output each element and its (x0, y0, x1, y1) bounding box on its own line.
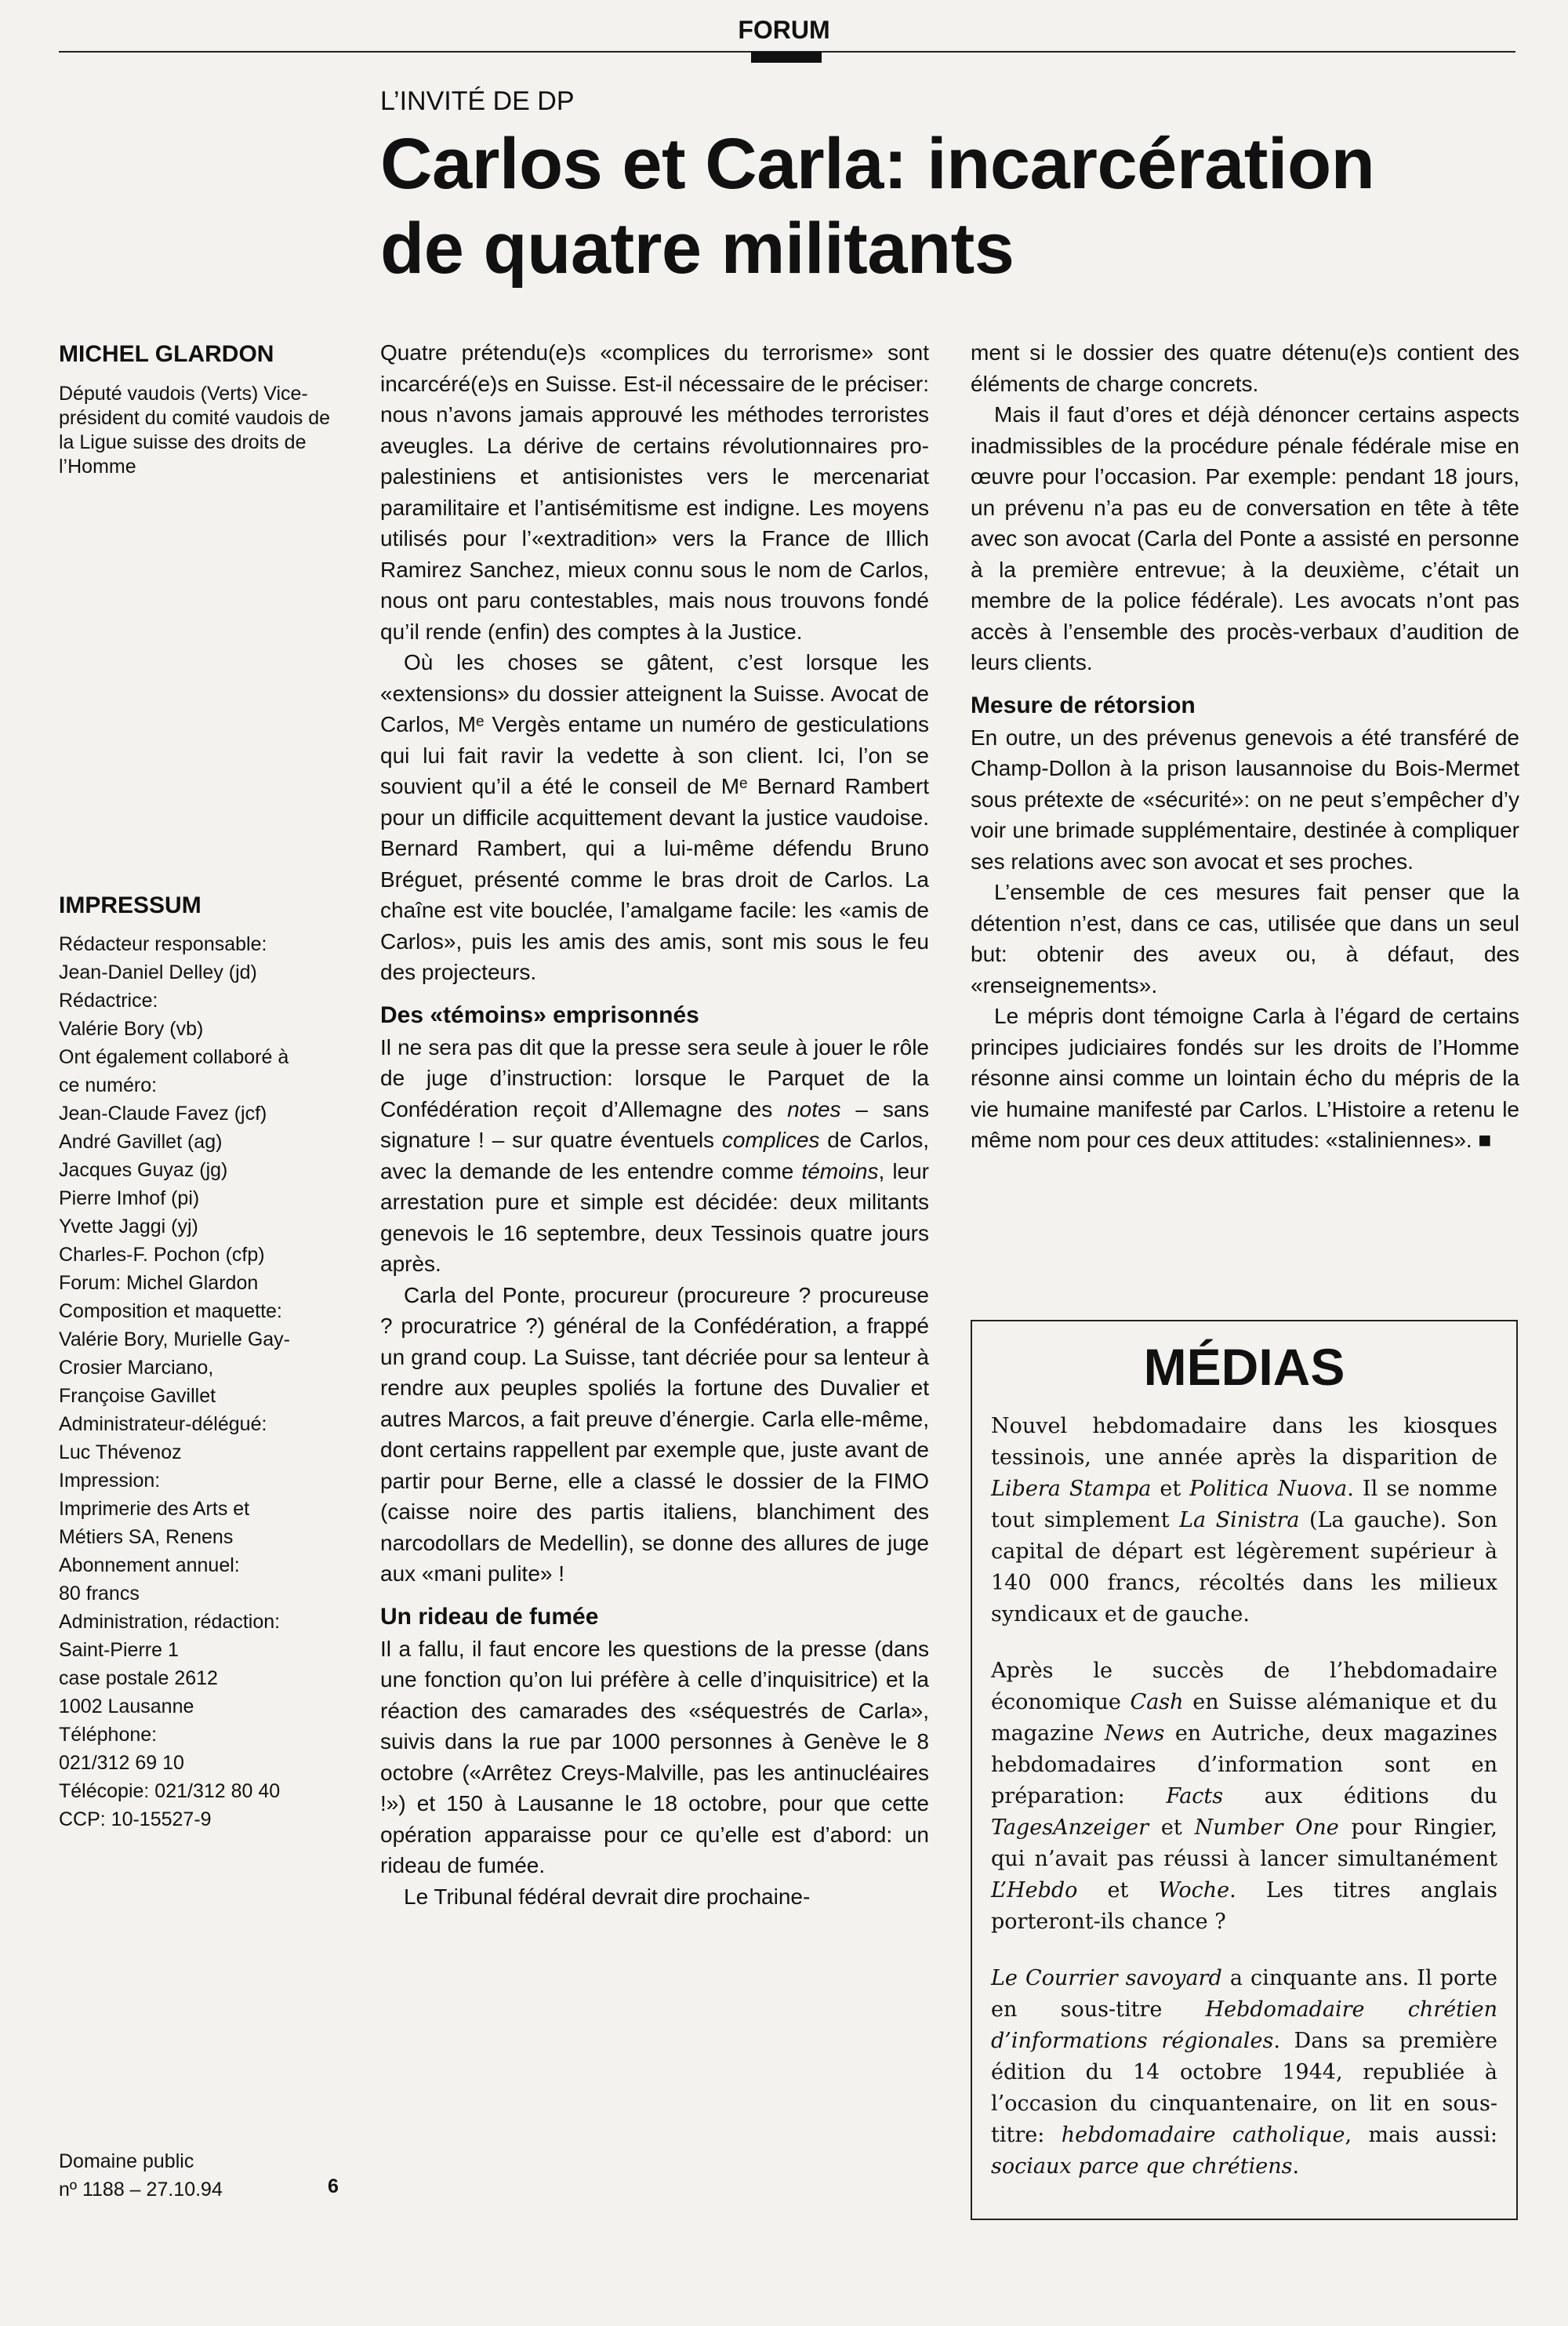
paragraph: Carla del Ponte, procureur (procureure ? procureuse ? procuratrice ?) général de la Confédération, a frappé un grand coup. La Suisse, tant décriée pour sa lenteur à rendre aux peuples spoliés la fortune des Duvalier et autres Marcos, a fait preuve d’énergie. Carla elle-même, dont certains rappellent par exemple que, juste avant de partir pour Berne, elle a classé le dossier de la FIMO (caisse noire des partis italiens, blanchiment des narcodollars de Medellin), se donne des allures de juge aux «mani pulite» ! (380, 1282, 929, 1586)
impressum-line: Impression: (59, 1470, 161, 1492)
impressum-line: Valérie Bory (vb) (59, 1018, 204, 1040)
impressum-line: 1002 Lausanne (59, 1695, 194, 1717)
impressum-line: Françoise Gavillet (59, 1385, 216, 1407)
impressum-line: Métiers SA, Renens (59, 1526, 234, 1548)
impressum-line: Administration, rédaction: (59, 1611, 281, 1633)
paragraph: Où les choses se gâtent, c’est lorsque les «extensions» du dossier atteignent la Suisse. Avocat de Carlos, Mᵉ Vergès entame un numéro de gesticulations qui lui fait ravir la vedette à son client. Ici, l’on se souvient qu’il a été le conseil de Mᵉ Bernard Rambert pour un difficile acquittement devant la justice vaudoise. Bernard Rambert, qui a lui-même défendu Bruno Bréguet, présenté comme le bras droit de Carlos. La chaîne est vite bouclée, l’amalgame facile: les «amis de Carlos», puis les amis des amis, sont mis sous le feu des projecteurs. (380, 650, 929, 984)
header-rule-tab (751, 52, 822, 63)
subheading: Des «témoins» emprisonnés (380, 1001, 699, 1028)
paragraph: L’ensemble de ces mesures fait penser que la détention n’est, dans ce cas, utilisée que dans un seul but: obtenir des aveux ou, à défaut, des «renseignements». (971, 880, 1519, 998)
medias-paragraph: Nouvel hebdomadaire dans les kiosques tessinois, une année après la disparition de Libera Stampa et Politica Nuova. Il se nomme tout simplement La Sinistra (La gauche). Son capital de départ est légèrement supérieur à 140 000 francs, récoltés dans les milieux syndicaux et de gauche. (991, 1414, 1497, 1626)
impressum-line: Jean-Daniel Delley (jd) (59, 961, 257, 983)
publication-footer (59, 2147, 341, 2204)
medias-box (971, 1320, 1518, 2220)
impressum-line: Yvette Jaggi (yj) (59, 1216, 198, 1238)
medias-paragraph: Après le succès de l’hebdomadaire économique Cash en Suisse alémanique et du magazine News en Autriche, deux magazines hebdomadaires d’information sont en préparation: Facts aux éditions du TagesAnzeiger et Number One pour Ringier, qui n’avait pas réussi à lancer simultanément L’Hebdo et Woche. Les titres anglais porteront-ils chance ? (991, 1659, 1498, 1934)
paragraph: Il ne sera pas dit que la presse sera seule à jouer le rôle de juge d’instruction: lorsque le Parquet de la Confédération reçoit d’Allemagne des notes – sans signature ! – sur quatre éventuels complices de Carlos, avec la demande de les entendre comme témoins, leur arrestation pure et simple est décidée: deux militants genevois le 16 septembre, deux Tessinois quatre jours après. (380, 1034, 930, 1276)
page-number: 6 (328, 2175, 339, 2197)
impressum-line: Jean-Claude Favez (jcf) (59, 1103, 267, 1125)
impressum-line: Luc Thévenoz (59, 1441, 182, 1463)
impressum-line: Imprimerie des Arts et (59, 1498, 250, 1520)
impressum-line: Composition et maquette: (59, 1300, 282, 1322)
subheading: Un rideau de fumée (380, 1603, 599, 1630)
issue-number: nº 1188 – 27.10.94 (59, 2179, 223, 2201)
impressum-line: Téléphone: (59, 1724, 158, 1746)
impressum-line: Valérie Bory, Murielle Gay- (59, 1328, 290, 1350)
paragraph: Il a fallu, il faut encore les questions de la presse (dans une fonction qu’on lui préfère à celle d’inquisitrice) et la réaction des camarades des «séquestrés de Carla», suivis dans la rue par 1000 personnes à Genève le 8 octobre («Arrêtez Creys-Malville, pas les antinucléaires !») et 150 à Lausanne le 18 octobre, pour que cette opération apparaisse pour ce qu’elle est d’abord: un rideau de fumée. (380, 1636, 929, 1877)
impressum-line: ce numéro: (59, 1074, 158, 1096)
impressum-line: 80 francs (59, 1583, 140, 1605)
author-name: MICHEL GLARDON (59, 341, 274, 367)
impressum-line: Saint-Pierre 1 (59, 1639, 179, 1661)
medias-paragraph: Le Courrier savoyard a cinquante ans. Il porte en sous-titre Hebdomadaire chrétien d’informations régionales. Dans sa première édition du 14 octobre 1944, republiée à l’occasion du cinquantenaire, on lit en sous-titre: hebdomadaire catholique, mais aussi: sociaux parce que chrétiens. (991, 1966, 1498, 2179)
author-block (59, 341, 341, 479)
article-column-1 (380, 337, 929, 1912)
impressum-title: IMPRESSUM (59, 892, 201, 918)
impressum-line: Administrateur-délégué: (59, 1413, 267, 1435)
article-column-2 (971, 337, 1519, 1156)
publication-name: Domaine public (59, 2150, 194, 2172)
paragraph: Le Tribunal fédéral devrait dire prochaine- (404, 1884, 811, 1909)
article-headline: Carlos et Carla: incarcération de quatre militants (380, 124, 1375, 289)
medias-title: MÉDIAS (1143, 1338, 1345, 1396)
paragraph: Le mépris dont témoigne Carla à l’égard de certains principes judiciaires fondés sur les droits de l’Homme résonne ainsi comme un lointain écho du mépris de la vie humaine manifesté par Carlos. L’Histoire a retenu le même nom pour ces deux attitudes: «staliniennes». ■ (971, 1004, 1519, 1152)
impressum-line: Abonnement annuel: (59, 1554, 240, 1576)
impressum-line: Pierre Imhof (pi) (59, 1187, 200, 1209)
impressum-line: Ont également collaboré à (59, 1046, 289, 1068)
impressum-line: CCP: 10-15527-9 (59, 1808, 212, 1830)
paragraph: ment si le dossier des quatre détenu(e)s contient des éléments de charge concrets. (971, 340, 1519, 396)
impressum-line: Jacques Guyaz (jg) (59, 1159, 228, 1181)
paragraph: Mais il faut d’ores et déjà dénoncer certains aspects inadmissibles de la procédure pénale fédérale mise en œuvre pour l’occasion. Par exemple: pendant 18 jours, un prévenu n’a pas eu de conversation en tête à tête avec son avocat (Carla del Ponte a assisté en personne à la première entrevue; à la deuxième, c’était un membre de la police fédérale). Les avocats n’ont pas accès à l’ensemble des procès-verbaux d’audition de leurs clients. (971, 402, 1519, 674)
article-kicker: L’INVITÉ DE DP (380, 86, 575, 116)
impressum-block (59, 892, 341, 1834)
paragraph: Quatre prétendu(e)s «complices du terrorisme» sont incarcéré(e)s en Suisse. Est-il nécessaire de le préciser: nous n’avons jamais approuvé les méthodes terroristes aveugles. La dérive de certains révolutionnaires pro-palestiniens et antisionistes vers le mercenariat paramilitaire et l’antisémitisme est indigne. Les moyens utilisés pour l’«extradition» vers la France de Illich Ramirez Sanchez, mieux connu sous le nom de Carlos, nous ont paru contestables, mais nous trouvons fondé qu’il rende (enfin) des comptes à la Justice. (380, 340, 929, 644)
impressum-line: case postale 2612 (59, 1667, 218, 1689)
impressum-line: Rédacteur responsable: (59, 933, 267, 955)
impressum-line: Crosier Marciano, (59, 1357, 214, 1379)
impressum-line: Charles-F. Pochon (cfp) (59, 1244, 265, 1266)
paragraph: En outre, un des prévenus genevois a été transféré de Champ-Dollon à la prison lausannoise du Bois-Mermet sous prétexte de «sécurité»: on ne peut s’empêcher d’y voir une brimade supplémentaire, destinée à compliquer ses relations avec son avocat et ses proches. (971, 725, 1519, 874)
subheading: Mesure de rétorsion (971, 692, 1196, 718)
impressum-line: Forum: Michel Glardon (59, 1272, 259, 1294)
section-label: FORUM (738, 16, 830, 44)
impressum-line: Rédactrice: (59, 990, 158, 1012)
impressum-line: André Gavillet (ag) (59, 1131, 223, 1153)
impressum-line: Télécopie: 021/312 80 40 (59, 1780, 281, 1802)
author-bio: Député vaudois (Verts) Vice-président du comité vaudois de la Ligue suisse des droits de l’Homme (59, 383, 331, 478)
impressum-line: 021/312 69 10 (59, 1752, 184, 1774)
